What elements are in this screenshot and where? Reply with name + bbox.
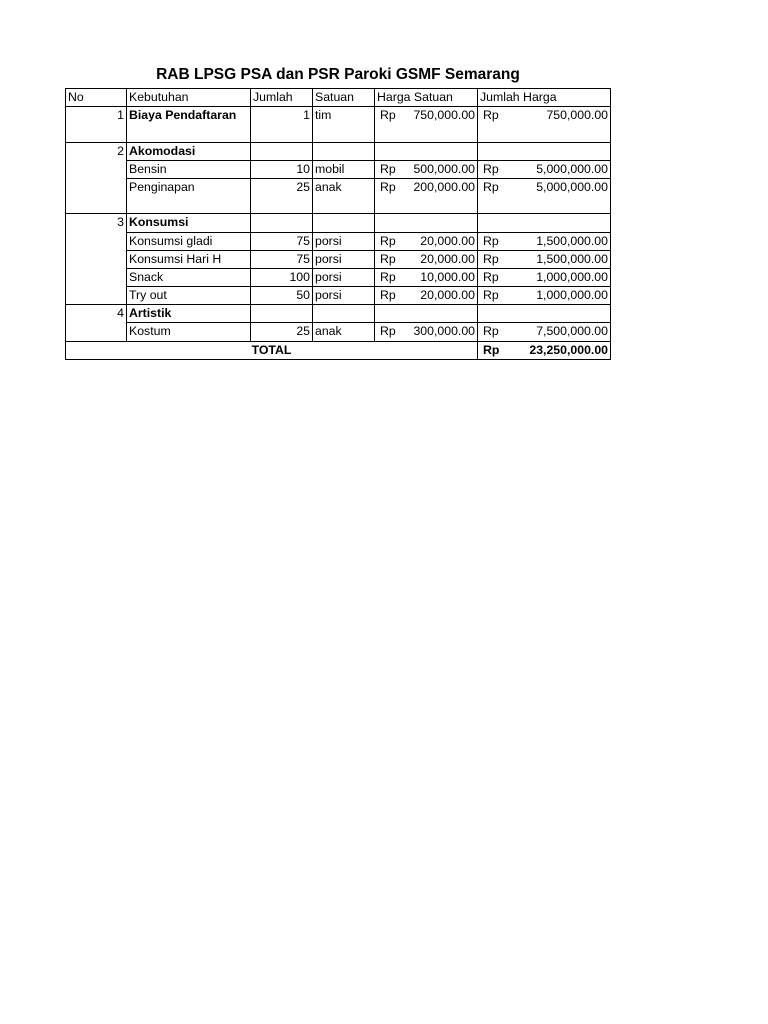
currency-label: Rp bbox=[380, 269, 396, 284]
row-kebutuhan: Konsumsi gladi bbox=[127, 232, 251, 250]
price-value: 500,000.00 bbox=[413, 161, 475, 176]
row-satuan: tim bbox=[313, 107, 375, 125]
total-value: 1,000,000.00 bbox=[536, 269, 608, 284]
header-satuan: Satuan bbox=[313, 89, 375, 107]
table-row bbox=[66, 268, 611, 286]
total-label: TOTAL bbox=[66, 341, 478, 359]
currency-label: Rp bbox=[483, 108, 499, 123]
table-row bbox=[66, 107, 611, 125]
spacer-row bbox=[66, 124, 611, 142]
row-jumlah-harga bbox=[478, 107, 611, 125]
row-satuan: anak bbox=[313, 178, 375, 196]
row-no: 2 bbox=[66, 142, 127, 160]
row-harga-satuan bbox=[375, 250, 478, 268]
row-no: 3 bbox=[66, 214, 127, 232]
currency-label: Rp bbox=[380, 251, 396, 266]
row-jumlah-harga bbox=[478, 232, 611, 250]
row-jumlah-harga bbox=[478, 287, 611, 305]
budget-table bbox=[65, 88, 611, 360]
row-harga-satuan bbox=[375, 160, 478, 178]
header-no: No bbox=[66, 89, 127, 107]
total-value: 1,500,000.00 bbox=[536, 233, 608, 248]
price-value: 750,000.00 bbox=[413, 108, 475, 123]
price-value: 200,000.00 bbox=[413, 179, 475, 194]
header-jumlah: Jumlah bbox=[251, 89, 313, 107]
price-value: 20,000.00 bbox=[420, 233, 475, 248]
table-row bbox=[66, 287, 611, 305]
row-jumlah: 10 bbox=[251, 160, 313, 178]
row-jumlah: 25 bbox=[251, 323, 313, 341]
section-name: Artistik bbox=[127, 305, 251, 323]
row-satuan: porsi bbox=[313, 287, 375, 305]
row-satuan: porsi bbox=[313, 268, 375, 286]
currency-label: Rp bbox=[483, 324, 499, 339]
row-harga-satuan bbox=[375, 268, 478, 286]
row-satuan: mobil bbox=[313, 160, 375, 178]
section-name: Konsumsi bbox=[127, 214, 251, 232]
total-value: 5,000,000.00 bbox=[536, 161, 608, 176]
total-value: 750,000.00 bbox=[546, 108, 608, 123]
header-kebutuhan: Kebutuhan bbox=[127, 89, 251, 107]
row-jumlah-harga bbox=[478, 160, 611, 178]
header-row bbox=[66, 89, 611, 107]
total-value: 1,500,000.00 bbox=[536, 251, 608, 266]
currency-label: Rp bbox=[483, 233, 499, 248]
header-harga-satuan: Harga Satuan bbox=[375, 89, 478, 107]
currency-label: Rp bbox=[380, 161, 396, 176]
total-value: 7,500,000.00 bbox=[536, 324, 608, 339]
table-row bbox=[66, 250, 611, 268]
row-satuan: anak bbox=[313, 323, 375, 341]
currency-label: Rp bbox=[380, 179, 396, 194]
row-jumlah-harga bbox=[478, 178, 611, 196]
price-value: 10,000.00 bbox=[420, 269, 475, 284]
row-satuan: porsi bbox=[313, 232, 375, 250]
row-kebutuhan: Snack bbox=[127, 268, 251, 286]
currency-label: Rp bbox=[483, 288, 499, 303]
total-value: 5,000,000.00 bbox=[536, 179, 608, 194]
currency-label: Rp bbox=[380, 233, 396, 248]
currency-label: Rp bbox=[483, 161, 499, 176]
currency-label: Rp bbox=[483, 179, 499, 194]
row-jumlah-harga bbox=[478, 323, 611, 341]
price-value: 20,000.00 bbox=[420, 251, 475, 266]
header-jumlah-harga: Jumlah Harga bbox=[478, 89, 611, 107]
total-value: 23,250,000.00 bbox=[529, 342, 608, 357]
section-row bbox=[66, 305, 611, 323]
table-row bbox=[66, 232, 611, 250]
row-kebutuhan: Penginapan bbox=[127, 178, 251, 196]
row-harga-satuan bbox=[375, 178, 478, 196]
section-name: Akomodasi bbox=[127, 142, 251, 160]
row-jumlah: 25 bbox=[251, 178, 313, 196]
price-value: 300,000.00 bbox=[413, 324, 475, 339]
price-value: 20,000.00 bbox=[420, 288, 475, 303]
row-jumlah: 75 bbox=[251, 250, 313, 268]
total-value: 1,000,000.00 bbox=[536, 288, 608, 303]
row-jumlah: 50 bbox=[251, 287, 313, 305]
row-kebutuhan: Biaya Pendaftaran bbox=[127, 107, 251, 125]
currency-label: Rp bbox=[483, 251, 499, 266]
row-harga-satuan bbox=[375, 287, 478, 305]
total-row bbox=[66, 341, 611, 359]
row-harga-satuan bbox=[375, 232, 478, 250]
row-jumlah-harga bbox=[478, 268, 611, 286]
currency-label: Rp bbox=[380, 288, 396, 303]
row-jumlah-harga bbox=[478, 250, 611, 268]
total-amount bbox=[478, 341, 611, 359]
currency-label: Rp bbox=[380, 324, 396, 339]
spacer-row bbox=[66, 196, 611, 214]
row-kebutuhan: Kostum bbox=[127, 323, 251, 341]
row-harga-satuan bbox=[375, 323, 478, 341]
row-harga-satuan bbox=[375, 107, 478, 125]
currency-label: Rp bbox=[380, 108, 396, 123]
currency-label: Rp bbox=[483, 269, 499, 284]
table-row bbox=[66, 323, 611, 341]
row-no: 4 bbox=[66, 305, 127, 323]
row-kebutuhan: Bensin bbox=[127, 160, 251, 178]
table-row bbox=[66, 160, 611, 178]
document-title: RAB LPSG PSA dan PSR Paroki GSMF Semarang bbox=[156, 66, 520, 83]
section-row bbox=[66, 142, 611, 160]
row-no: 1 bbox=[66, 107, 127, 125]
row-jumlah: 100 bbox=[251, 268, 313, 286]
row-kebutuhan: Konsumsi Hari H bbox=[127, 250, 251, 268]
row-jumlah: 1 bbox=[251, 107, 313, 125]
row-jumlah: 75 bbox=[251, 232, 313, 250]
row-satuan: porsi bbox=[313, 250, 375, 268]
table-row bbox=[66, 178, 611, 196]
row-kebutuhan: Try out bbox=[127, 287, 251, 305]
total-currency: Rp bbox=[483, 342, 500, 357]
section-row bbox=[66, 214, 611, 232]
